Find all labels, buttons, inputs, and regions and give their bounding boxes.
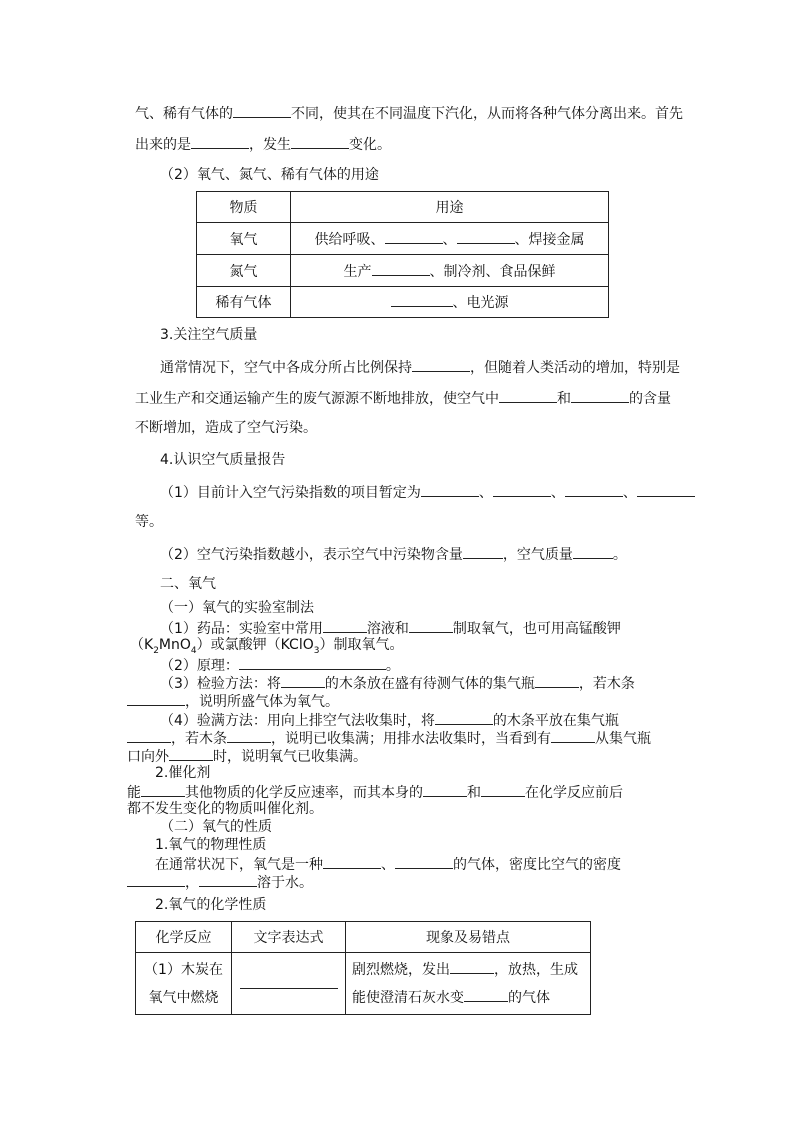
text-line: 等。 — [135, 514, 163, 530]
text-line: 都不发生变化的物质叫催化剂。 — [127, 801, 323, 817]
fill-blank[interactable] — [499, 389, 557, 403]
fill-blank[interactable] — [323, 619, 367, 633]
fill-blank[interactable] — [199, 873, 257, 887]
table-header: 文字表达式 — [232, 922, 346, 953]
text: ，发生 — [249, 137, 291, 153]
table-header: 现象及易错点 — [346, 922, 591, 953]
text-line: （2）空气污染指数越小，表示空气中污染物含量 ，空气质量 。 — [160, 547, 627, 563]
chemical-properties-table — [135, 921, 591, 1015]
fill-blank[interactable] — [409, 619, 453, 633]
text: 不同，使其在不同温度下汽化，从而将各种气体分离出来。首先 — [291, 106, 683, 122]
fill-blank[interactable] — [565, 483, 623, 497]
fill-blank[interactable] — [233, 104, 291, 118]
fill-blank[interactable] — [391, 293, 453, 307]
text-line: ，说明所盛气体为氧气。 — [127, 692, 339, 710]
fill-blank[interactable] — [463, 545, 503, 559]
text-line: ，若木条 ，说明已收集满；用排水法收集时，当看到有 从集气瓶 — [127, 729, 651, 747]
fill-blank[interactable] — [127, 692, 185, 706]
fill-blank[interactable] — [281, 674, 325, 688]
fill-blank[interactable] — [481, 783, 525, 797]
text-line: 能 其他物质的化学反应速率，而其本身的 和 在化学反应前后 — [127, 785, 623, 801]
fill-blank[interactable] — [457, 230, 515, 244]
table-row — [197, 223, 609, 255]
text-line: 不断增加，造成了空气污染。 — [135, 420, 317, 436]
section-title: 二、氧气 — [160, 576, 216, 592]
table-cell: 稀有气体 — [197, 287, 291, 318]
fill-blank[interactable] — [191, 135, 249, 149]
uses-table — [196, 191, 609, 318]
text-line: （1）药品：实验室中常用 溶液和 制取氧气，也可用高锰酸钾 — [160, 621, 621, 637]
fill-blank[interactable] — [169, 747, 213, 761]
fill-blank[interactable] — [385, 230, 443, 244]
subheading: （2）氧气、氮气、稀有气体的用途 — [160, 167, 379, 183]
fill-blank[interactable] — [227, 729, 271, 743]
text-line: 口向外 时，说明氧气已收集满。 — [127, 749, 367, 765]
fill-blank[interactable] — [127, 873, 185, 887]
section-title: 2.催化剂 — [155, 765, 211, 781]
fill-blank[interactable] — [493, 483, 551, 497]
text-line: 通常情况下，空气中各成分所占比例保持 ，但随着人类活动的增加，特别是 — [160, 360, 680, 376]
fill-blank[interactable] — [464, 988, 508, 1002]
section-title: 4.认识空气质量报告 — [160, 452, 286, 468]
table-cell: 氧气 — [197, 223, 291, 255]
section-title: 3.关注空气质量 — [160, 327, 258, 343]
text-line: $(K_2MnO_4)$或氯酸钾（KClO$_3$）制取氧气。 — [130, 637, 404, 656]
table-cell — [232, 953, 346, 1015]
fill-blank[interactable] — [435, 711, 493, 725]
fill-blank[interactable] — [323, 855, 381, 869]
fill-blank[interactable] — [412, 358, 470, 372]
fill-blank[interactable] — [239, 656, 386, 670]
fill-blank[interactable] — [571, 389, 629, 403]
section-title: 1.氧气的物理性质 — [155, 837, 267, 853]
subheading: （二）氧气的性质 — [160, 819, 272, 835]
fill-blank[interactable] — [395, 855, 453, 869]
fill-blank[interactable] — [423, 783, 467, 797]
text-line: ， 溶于水。 — [127, 873, 313, 891]
text: 气、稀有气体的 — [135, 106, 233, 122]
text-line: 在通常状况下，氧气是一种 、 的气体，密度比空气的密度 — [155, 857, 621, 873]
table-cell: 生产 、制冷剂、食品保鲜 — [291, 255, 609, 287]
text-line: （4）验满方法：用向上排空气法收集时，将 的木条平放在集气瓶 — [160, 713, 619, 729]
table-row — [197, 287, 609, 318]
fill-blank[interactable] — [421, 483, 479, 497]
table-cell: （1）木炭在 氧气中燃烧 — [136, 953, 232, 1015]
table-header: 化学反应 — [136, 922, 232, 953]
text: 出来的是 — [135, 137, 191, 153]
fill-blank[interactable] — [637, 483, 695, 497]
table-cell: 供给呼吸、 、 、焊接金属 — [291, 223, 609, 255]
table-row — [136, 953, 591, 1015]
fill-blank[interactable] — [240, 975, 338, 989]
table-row — [197, 255, 609, 287]
fill-blank[interactable] — [450, 960, 494, 974]
table-header: 用途 — [291, 192, 609, 223]
text-line: （3）检验方法：将 的木条放在盛有待测气体的集气瓶 ，若木条 — [160, 676, 635, 692]
fill-blank[interactable] — [141, 783, 185, 797]
text-line — [135, 135, 391, 153]
table-cell: 剧烈燃烧，发出 ，放热，生成 能使澄清石灰水变 的气体 — [346, 953, 591, 1015]
fill-blank[interactable] — [551, 729, 595, 743]
section-title: 2.氧气的化学性质 — [155, 897, 267, 913]
table-cell: 、电光源 — [291, 287, 609, 318]
fill-blank[interactable] — [372, 262, 430, 276]
fill-blank[interactable] — [535, 674, 579, 688]
text-line: （1）目前计入空气污染指数的项目暂定为 、 、 、 — [160, 483, 695, 501]
fill-blank[interactable] — [127, 729, 171, 743]
fill-blank[interactable] — [291, 135, 349, 149]
fill-blank[interactable] — [573, 545, 613, 559]
table-cell: 氮气 — [197, 255, 291, 287]
text-line: 工业生产和交通运输产生的废气源源不断地排放，使空气中 和 的含量 — [135, 391, 671, 407]
table-header: 物质 — [197, 192, 291, 223]
text-line — [135, 104, 683, 122]
text-line: （2）原理： 。 — [160, 658, 400, 674]
subheading: （一）氧气的实验室制法 — [160, 600, 314, 616]
text: 变化。 — [349, 137, 391, 153]
